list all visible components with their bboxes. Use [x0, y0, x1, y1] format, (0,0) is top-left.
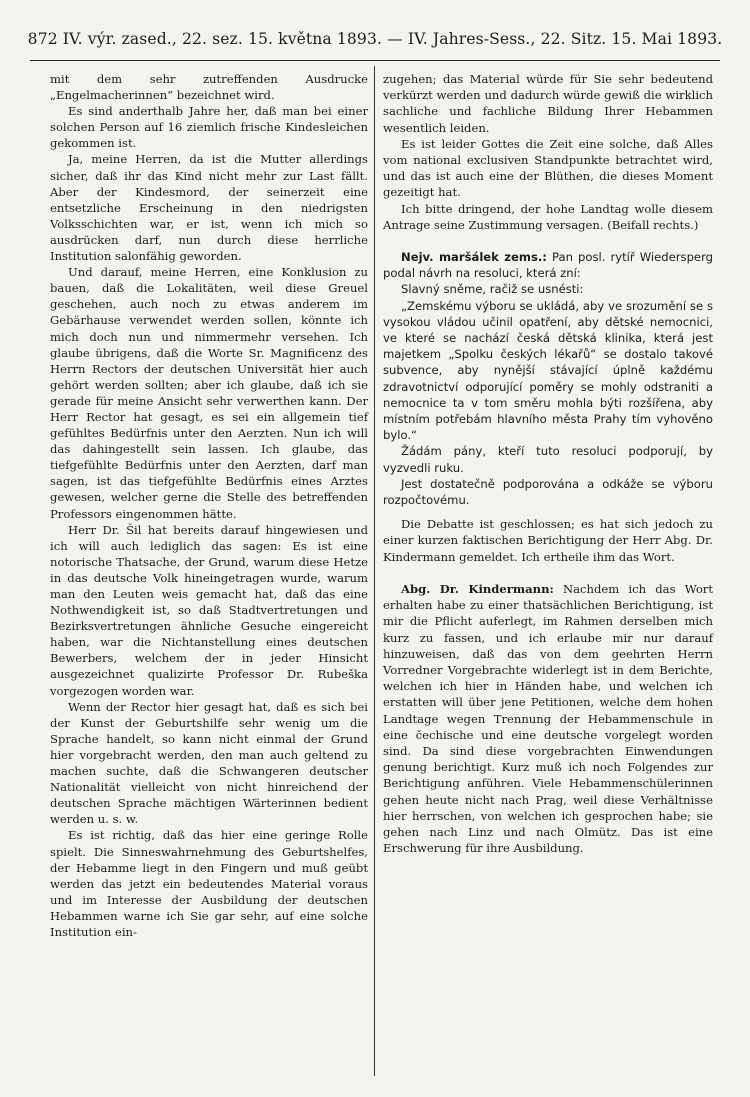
left-paragraph: Es sind anderthalb Jahre her, daß man bei einer solchen Person auf 16 ziemlich frische Kindesleichen gekommen ist.	[50, 104, 368, 151]
left-paragraph: Ja, meine Herren, da ist die Mutter allerdings sicher, daß ihr das Kind nicht mehr zur Last fällt. Aber der Kindesmord, der seinerzeit eine entsetzliche Erscheinung in den niedrigsten Volksschichten war, er ist, wenn ich mich so ausdrücken darf, nun durch diese herrliche Institution salonfähig geworden.	[50, 152, 368, 264]
left-paragraph: Herr Dr. Šil hat bereits darauf hingewiesen und ich will auch lediglich das sagen: Es ist eine notorische Thatsache, der Grund, warum diese Hetze in das deutsche Volk hineingetragen wurde, warum man den Leuten weis gemacht hat, daß das eine Nothwendigkeit ist, so daß Stadtvertretungen und Bezirksvertretungen ähnliche Gesuche eingereicht haben, war die Nichtanstellung eines deutschen Bewerbers, welchem der in jeder Hinsicht ausgezeichnet qualizirte Professor Dr. Rubeška vorgezogen worden war.	[50, 522, 368, 698]
speaker-name: Abg. Dr. Kindermann:	[401, 581, 554, 596]
support-request: Žádám pány, kteří tuto resoluci podporují, by vyzvedli ruku.	[383, 444, 713, 475]
speaker-name: Nejv. maršálek zems.:	[401, 250, 547, 265]
supported-text: Jest dostatečně podporována a odkáže se výboru rozpočtovému.	[383, 476, 713, 508]
left-paragraph: mit dem sehr zutreffenden Ausdrucke „Engelmacherinnen“ bezeichnet wird.	[50, 72, 368, 103]
right-paragraph: zugehen; das Material würde für Sie sehr bedeutend verkürzt werden und dadurch würde gewiß die wirklich sachliche und fachliche Bildung Ihrer Hebammen wesentlich leiden.	[383, 72, 713, 135]
debate-closed: Die Debatte ist geschlossen; es hat sich jedoch zu einer kurzen faktischen Berichtigung der Herr Abg. Dr. Kindermann gemeldet. Ich ertheile ihm das Wort.	[383, 517, 713, 564]
right-paragraph: Ich bitte dringend, der hohe Landtag wolle diesem Antrage seine Zustimmung versagen. (Beifall rechts.)	[383, 201, 713, 232]
page-header: 872 IV. výr. zased., 22. sez. 15. května 1893. — IV. Jahres-Sess., 22. Sitz. 15. Mai 1893.	[27, 30, 723, 48]
resolution-text: „Zemskému výboru se ukládá, aby ve srozumění se s vysokou vládou učinil opatření, aby dětské nemocnici, ve které se nachází česká dětská klinika, která jest majetkem „Spolku českých lékařů“ se dostalo takové subvence, aby nynější stávající úplně každému zdravotnictví odporující poměry se mohly odstraniti a nemocnice ta v tom směru mohla býti rozšířena, aby místním potřebám hlavního města Prahy tím vyhověno bylo.“	[383, 298, 713, 443]
header-rule	[30, 60, 720, 61]
right-paragraph: Es ist leider Gottes die Zeit eine solche, daß Alles vom national exclusiven Standpunkte betrachtet wird, und das ist auch eine der Blüthen, die dieses Moment gezeitigt hat.	[383, 136, 713, 200]
left-paragraph: Und darauf, meine Herren, eine Konklusion zu bauen, daß die Lokalitäten, weil diese Greuel geschehen, auch noch zu etwas anderem im Gebärhause verwendet werden sollen, könnte ich mich doch nun und nimmermehr versehen. Ich glaube übrigens, daß die Worte Sr. Magnificenz des Herrn Rectors der deutschen Universität hier auch gehört werden sollten; aber ich glaube, daß ich sie gerade für meine Ansicht sehr verwerthen kann. Der Herr Rector hat gesagt, es sei ein allgemein tief gefühltes Bedürfnis unter den Aerzten. Nun ich will das dahingestellt sein lassen. Ich glaube, das tiefgefühlte Bedürfnis unter den Aerzten, darf man sagen, ist das tiefgefühlte Bedürfnis eines Arztes gewesen, welcher gerne die Stelle des betreffenden Professors eingenommen hätte.	[50, 265, 368, 521]
left-paragraph: Es ist richtig, daß das hier eine geringe Rolle spielt. Die Sinneswahrnehmung des Geburtshelfes, der Hebamme liegt in den Fingern und muß geübt werden das jetzt ein bedeutendes Material voraus und im Interesse der Ausbildung der deutschen Hebammen warne ich Sie gar sehr, auf eine solche Institution ein-	[50, 828, 368, 939]
left-paragraph: Wenn der Rector hier gesagt hat, daß es sich bei der Kunst der Geburtshilfe sehr wenig um die Sprache handelt, so kann nicht einmal der Grund hier vorgebracht werden, den man auch geltend zu machen suchte, daß die Schwangeren deutscher Nationalität vielleicht von nicht hinreichend der deutschen Sprache mächtigen Wärterinnen bedient werden u. s. w.	[50, 699, 368, 827]
left-column	[50, 71, 368, 940]
kindermann-statement	[383, 581, 713, 856]
column-divider	[374, 66, 375, 1076]
marshal-statement	[383, 249, 713, 281]
resolution-intro: Slavný sněme, račiž se usnésti:	[401, 282, 584, 297]
right-column	[383, 71, 713, 856]
kindermann-text: Nachdem ich das Wort erhalten habe zu einer thatsächlichen Berichtigung, ist mir die Pflicht auferlegt, im Rahmen derselben mich kurz zu fassen, und ich erlaube mir nur darauf hinzuweisen, daß das von dem geehrten Herrn Vorredner Vorgebrachte widerlegt ist in dem Berichte, welchen ich hier in Händen habe, und welchen ich erstatten will über jene Petitionen, welche dem hohen Landtage wegen Trennung der Hebammenschule in eine čechische und eine deutsche vorgelegt worden sind. Da sind diese vorgebrachten Einwendungen genung berichtigt. Kurz muß ich noch Folgendes zur Berichtigung anführen. Viele Hebammenschülerinnen gehen heute nicht nach Prag, weil diese Verhältnisse hier herrschen, von welchen ich gesprochen habe; sie gehen nach Linz und nach Olmütz. Das ist eine Erschwerung für ihre Ausbildung.	[383, 581, 714, 856]
marshal-text: Pan posl. rytíř Wiedersperg podal návrh na resoluci, která zní:	[383, 250, 713, 281]
